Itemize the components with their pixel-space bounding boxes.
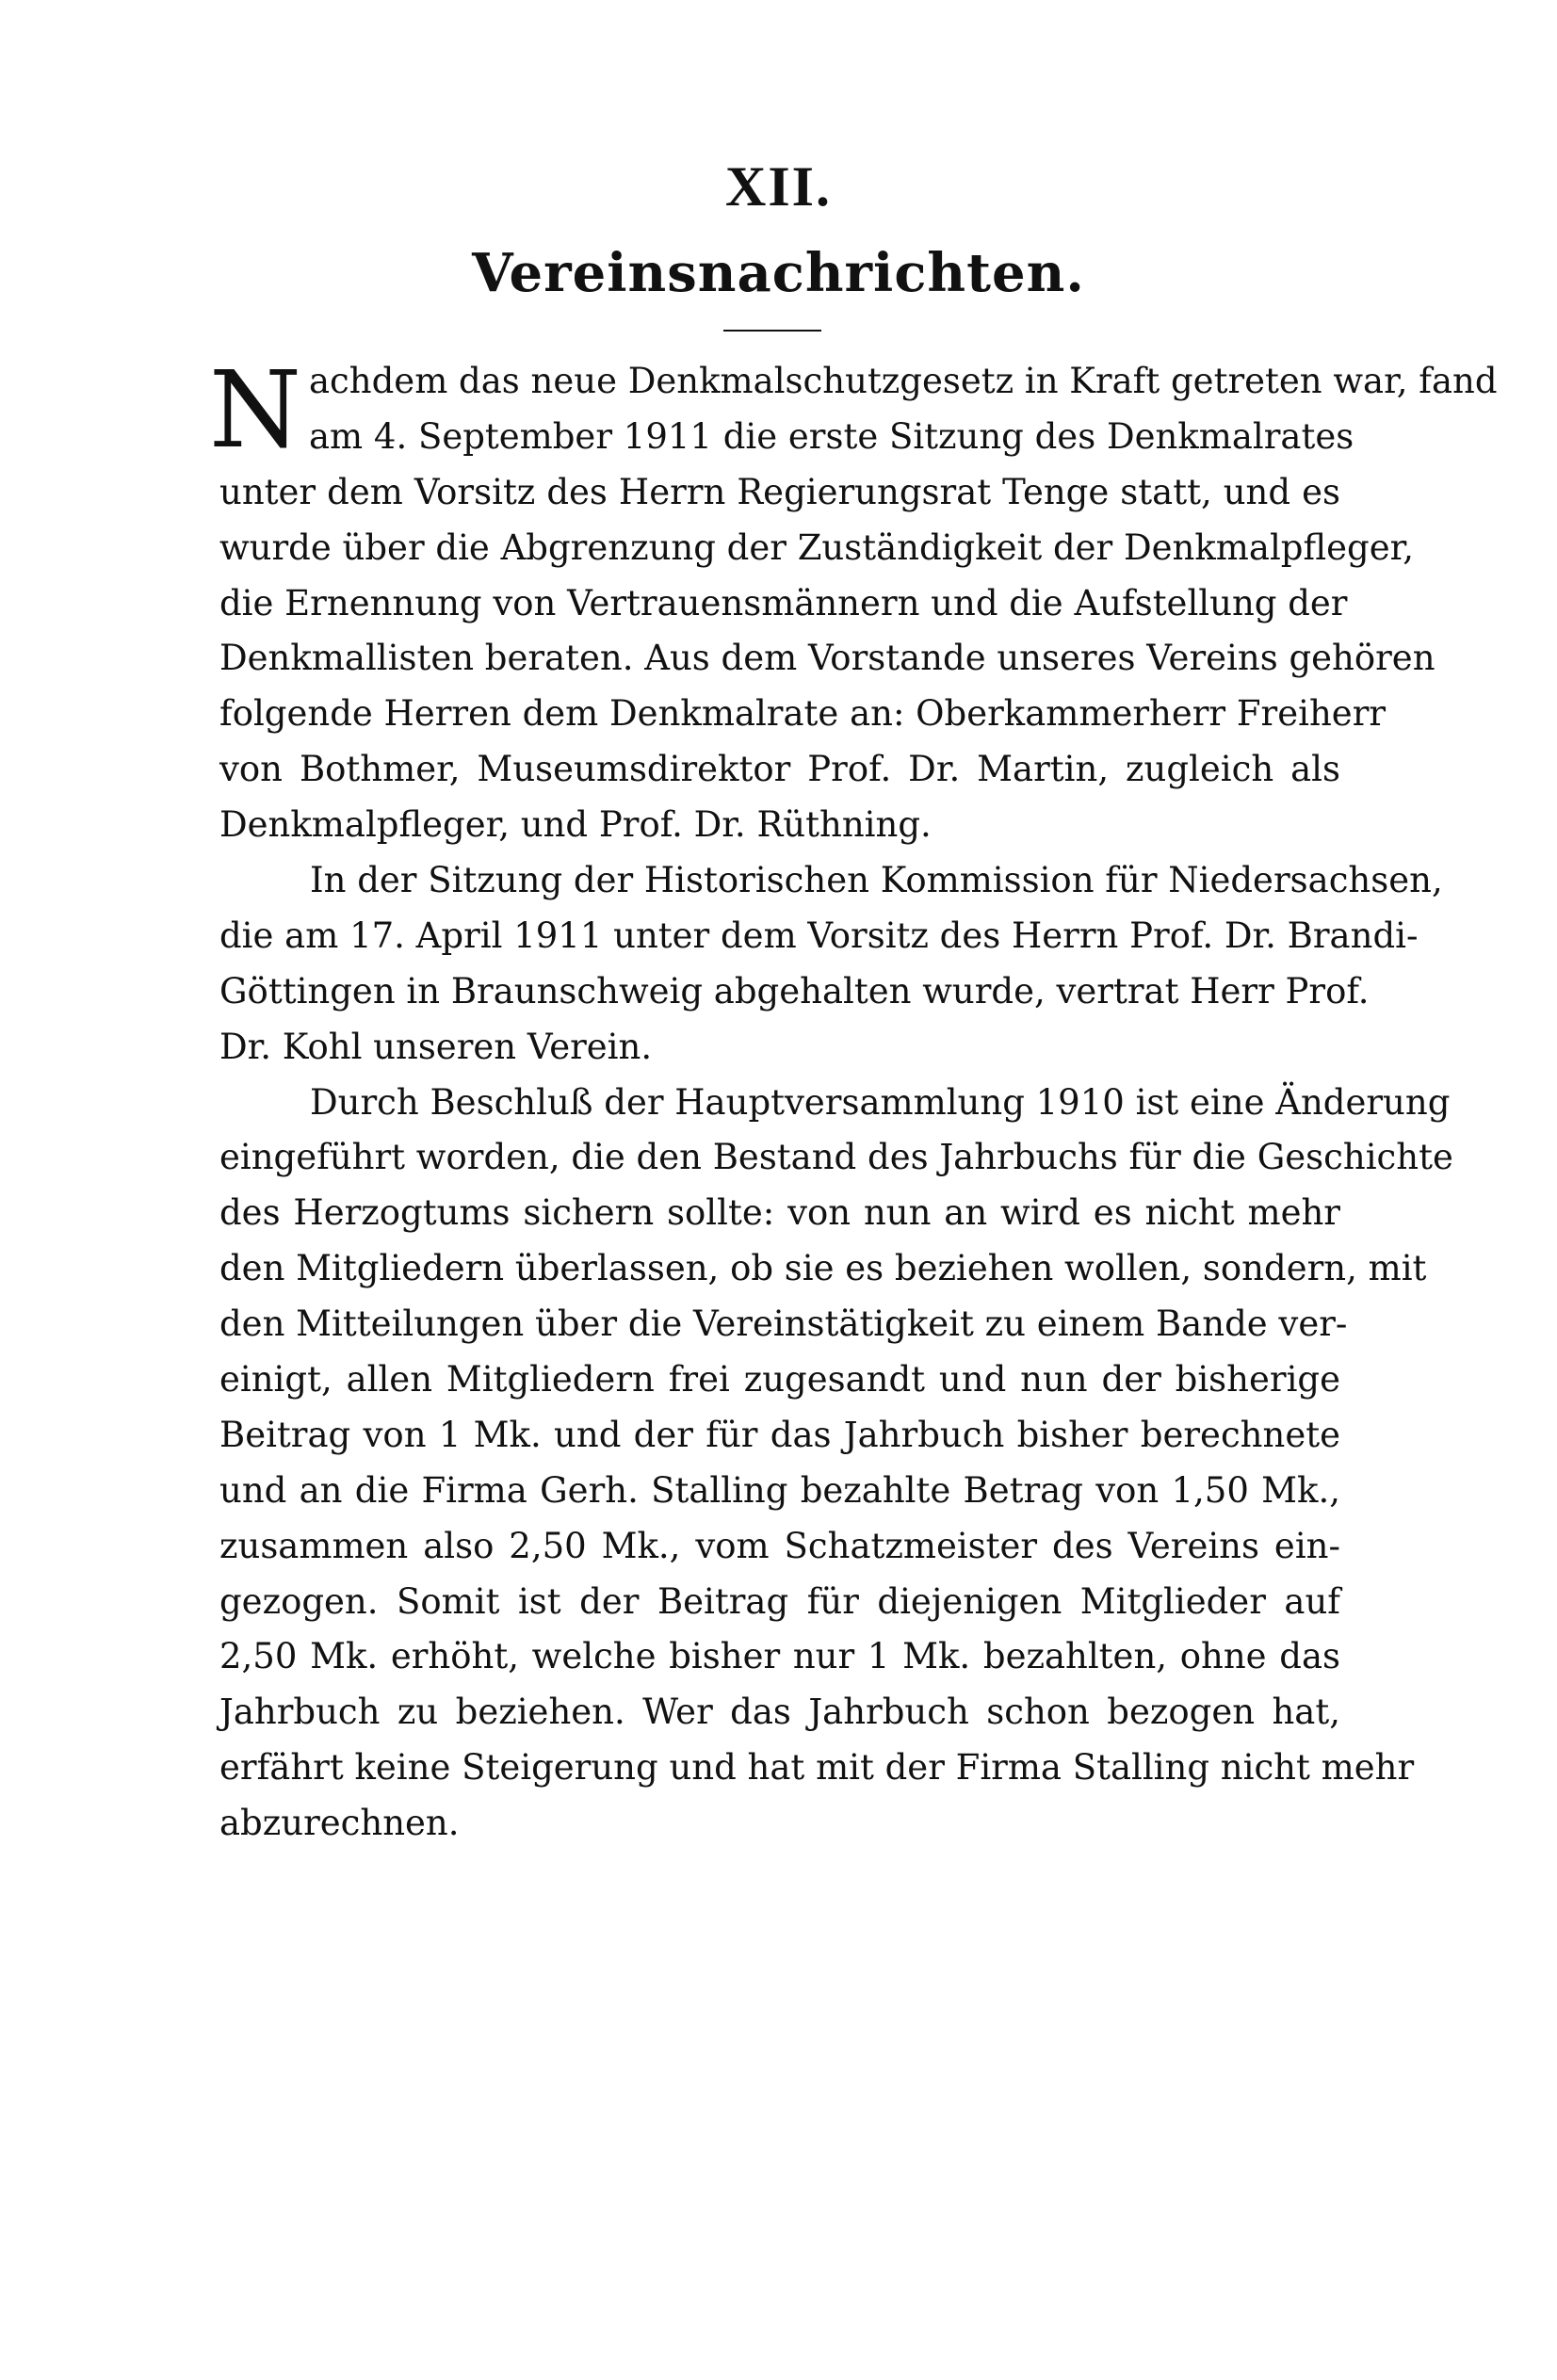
paragraph-3-line-11: 2,50 Mk. erhöht, welche bisher nur 1 Mk. bezahlten, ohne das <box>219 1636 1340 1677</box>
paragraph-3-line-10: gezogen. Somit ist der Beitrag für diejenigen Mitglieder auf <box>219 1580 1340 1622</box>
paragraph-2-line-1: In der Sitzung der Historischen Kommission für Niedersachsen, <box>310 860 1443 901</box>
paragraph-2-line-2: die am 17. April 1911 unter dem Vorsitz des Herrn Prof. Dr. Brandi- <box>219 915 1419 956</box>
chapter-number: XII. <box>724 155 833 218</box>
paragraph-1-line-4: wurde über die Abgrenzung der Zuständigkeit der Denkmalpfleger, <box>219 526 1415 568</box>
paragraph-1-line-7: folgende Herren dem Denkmalrate an: Oberkammerherr Freiherr <box>219 693 1387 735</box>
paragraph-2-line-3: Göttingen in Braunschweig abgehalten wurde, vertrat Herr Prof. <box>219 970 1370 1012</box>
paragraph-1-line-1: achdem das neue Denkmalschutzgesetz in Kraft getreten war, fand <box>309 361 1498 401</box>
paragraph-3-line-12: Jahrbuch zu beziehen. Wer das Jahrbuch schon bezogen hat, <box>219 1692 1340 1733</box>
paragraph-3-line-5: den Mitteilungen über die Vereinstätigkeit zu einem Bande ver- <box>219 1303 1348 1345</box>
paragraph-3-line-8: und an die Firma Gerh. Stalling bezahlte Betrag von 1,50 Mk., <box>219 1469 1340 1511</box>
title-divider <box>723 330 821 332</box>
chapter-title: Vereinsnachrichten. <box>472 242 1085 304</box>
paragraph-1-line-6: Denkmallisten beraten. Aus dem Vorstande unseres Vereins gehören <box>219 638 1435 679</box>
paragraph-3-line-4: den Mitgliedern überlassen, ob sie es beziehen wollen, sondern, mit <box>219 1248 1427 1289</box>
paragraph-3-line-3: des Herzogtums sichern sollte: von nun an wird es nicht mehr <box>219 1192 1340 1234</box>
paragraph-3-line-14: abzurechnen. <box>219 1803 460 1844</box>
paragraph-3-line-9: zusammen also 2,50 Mk., vom Schatzmeister des Vereins ein- <box>219 1525 1340 1566</box>
paragraph-3-line-2: eingeführt worden, die den Bestand des Jahrbuchs für die Geschichte <box>219 1137 1453 1178</box>
paragraph-1-line-5: die Ernennung von Vertrauensmännern und die Aufstellung der <box>219 582 1348 623</box>
paragraph-3-line-13: erfährt keine Steigerung und hat mit der Firma Stalling nicht mehr <box>219 1747 1415 1789</box>
paragraph-2-line-4: Dr. Kohl unseren Verein. <box>219 1026 653 1067</box>
paragraph-3-line-7: Beitrag von 1 Mk. und der für das Jahrbuch bisher berechnete <box>219 1414 1340 1455</box>
body-text <box>219 354 1498 1852</box>
paragraph-1-line-8: von Bothmer, Museumsdirektor Prof. Dr. Martin, zugleich als <box>219 749 1340 790</box>
paragraph-3-line-6: einigt, allen Mitgliedern frei zugesandt und nun der bisherige <box>219 1359 1340 1400</box>
paragraph-1-line-9: Denkmalpfleger, und Prof. Dr. Rüthning. <box>219 804 932 846</box>
paragraph-1-line-3: unter dem Vorsitz des Herrn Regierungsrat Tenge statt, und es <box>219 471 1340 512</box>
paragraph-1-line-2: am 4. September 1911 die erste Sitzung des Denkmalrates <box>309 415 1354 457</box>
drop-cap-initial: N <box>209 349 301 472</box>
paragraph-3-line-1: Durch Beschluß der Hauptversammlung 1910 ist eine Änderung <box>310 1081 1451 1123</box>
